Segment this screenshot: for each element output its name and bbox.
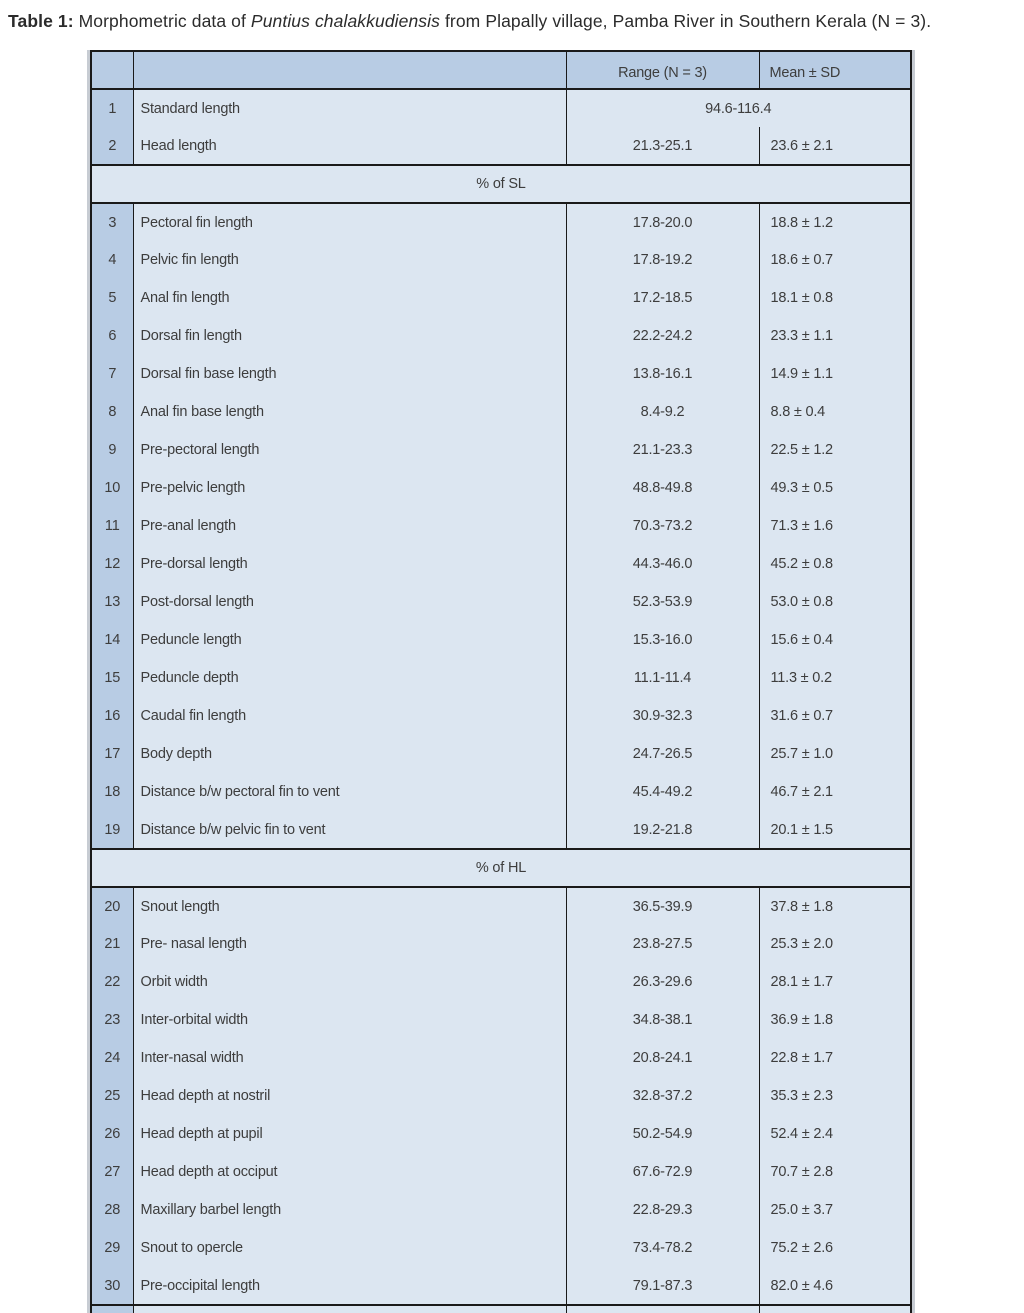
table-row [91,925,911,963]
table-row [91,393,911,431]
parameter-cell: Pre-pelvic length [133,469,566,507]
mean-value-cell: 52.4 ± 2.4 [759,1115,911,1153]
table-caption [8,10,1016,32]
table-row [91,963,911,1001]
range-value-cell: 34.8-38.1 [566,1001,759,1039]
range-value-cell: 11.1-11.4 [566,659,759,697]
parameter-cell: Pre-dorsal length [133,545,566,583]
range-value-cell: 17.8-19.2 [566,241,759,279]
parameter-cell: Anal fin base length [133,393,566,431]
table-row [91,1077,911,1115]
range-value-cell: 73.4-78.2 [566,1229,759,1267]
mean-value-cell: 8.8 ± 0.4 [759,393,911,431]
range-value-cell: 17.2-18.5 [566,279,759,317]
table-row [91,621,911,659]
table-row [91,887,911,925]
mean-value-cell: 82.0 ± 4.6 [759,1267,911,1305]
species-name: Puntius chalakkudiensis [250,11,440,31]
range-value-cell: 21.3-25.1 [566,127,759,165]
row-number-cell: 4 [91,241,133,279]
section-label: % of HL [91,849,911,887]
table-row [91,583,911,621]
table-row [91,203,911,241]
range-value-cell: 19.2-21.8 [566,811,759,849]
range-value-cell: 48.8-49.8 [566,469,759,507]
range-value-cell: 32.8-37.2 [566,1077,759,1115]
table-row [91,1001,911,1039]
parameter-cell: Snout to opercle [133,1229,566,1267]
mean-value-cell: 35.3 ± 2.3 [759,1077,911,1115]
parameter-cell: Pre-anal length [133,507,566,545]
table-row [91,1267,911,1305]
row-number-cell: 7 [91,355,133,393]
parameter-cell: Caudal fin length [133,697,566,735]
range-value-cell: 24.7-26.5 [566,735,759,773]
header-number-cell [91,51,133,89]
range-value-cell: 21.1-23.3 [566,431,759,469]
mean-value-cell: 37.8 ± 1.8 [759,887,911,925]
parameter-cell: Inter-orbital width [133,1001,566,1039]
mean-value-cell: 23.3 ± 1.1 [759,317,911,355]
range-value-cell: 70.3-73.2 [566,507,759,545]
table-row [91,659,911,697]
row-number-cell: 21 [91,925,133,963]
parameter-cell: Pre-occipital length [133,1267,566,1305]
row-number-cell: 18 [91,773,133,811]
mean-value-cell: 28.1 ± 1.7 [759,963,911,1001]
range-value-cell: 50.2-54.9 [566,1115,759,1153]
parameter-cell: Head depth at nostril [133,1077,566,1115]
range-value-cell: 45.4-49.2 [566,773,759,811]
morphometric-table [90,50,912,1313]
table-row [91,773,911,811]
header-parameter-cell [133,51,566,89]
row-number-cell [91,1305,133,1313]
table-row [91,697,911,735]
section-label: % of SL [91,165,911,203]
row-number-cell: 13 [91,583,133,621]
parameter-cell: Snout length [133,887,566,925]
row-number-cell: 10 [91,469,133,507]
table-row [91,1115,911,1153]
mean-value-cell: 36.9 ± 1.8 [759,1001,911,1039]
mean-value-cell: 75.2 ± 2.6 [759,1229,911,1267]
table-row [91,241,911,279]
table-row [91,735,911,773]
table-row [91,1191,911,1229]
mean-value-cell [759,1305,911,1313]
range-value-cell: 52.3-53.9 [566,583,759,621]
partial-clipped-row [91,1305,911,1313]
table-row [91,469,911,507]
row-number-cell: 29 [91,1229,133,1267]
parameter-cell: Dorsal fin base length [133,355,566,393]
mean-value-cell: 46.7 ± 2.1 [759,773,911,811]
row-number-cell: 27 [91,1153,133,1191]
row-number-cell: 12 [91,545,133,583]
row-number-cell: 30 [91,1267,133,1305]
mean-value-cell: 71.3 ± 1.6 [759,507,911,545]
range-value-cell: 13.8-16.1 [566,355,759,393]
row-number-cell: 2 [91,127,133,165]
mean-value-cell: 15.6 ± 0.4 [759,621,911,659]
row-number-cell: 14 [91,621,133,659]
row-number-cell: 28 [91,1191,133,1229]
table-row [91,127,911,165]
row-number-cell: 6 [91,317,133,355]
parameter-cell: Body depth [133,735,566,773]
mean-value-cell: 18.6 ± 0.7 [759,241,911,279]
table-body [91,89,911,1313]
row-number-cell: 1 [91,89,133,127]
range-value-cell: 22.2-24.2 [566,317,759,355]
range-value-cell: 30.9-32.3 [566,697,759,735]
mean-value-cell: 25.7 ± 1.0 [759,735,911,773]
parameter-cell: Head depth at occiput [133,1153,566,1191]
mean-value-cell: 23.6 ± 2.1 [759,127,911,165]
table-row [91,279,911,317]
table-row [91,355,911,393]
parameter-cell: Head depth at pupil [133,1115,566,1153]
parameter-cell: Pelvic fin length [133,241,566,279]
table-row [91,507,911,545]
mean-value-cell: 25.3 ± 2.0 [759,925,911,963]
table-row [91,89,911,127]
range-value-cell: 79.1-87.3 [566,1267,759,1305]
parameter-cell: Distance b/w pelvic fin to vent [133,811,566,849]
range-value-cell: 44.3-46.0 [566,545,759,583]
parameter-cell: Inter-nasal width [133,1039,566,1077]
row-number-cell: 25 [91,1077,133,1115]
parameter-cell: Anal fin length [133,279,566,317]
parameter-cell: Peduncle depth [133,659,566,697]
mean-value-cell: 22.8 ± 1.7 [759,1039,911,1077]
row-number-cell: 26 [91,1115,133,1153]
row-number-cell: 5 [91,279,133,317]
parameter-cell: Post-dorsal length [133,583,566,621]
parameter-cell: Head length [133,127,566,165]
parameter-cell: Pectoral fin length [133,203,566,241]
header-range-cell: Range (N = 3) [566,51,759,89]
mean-value-cell: 11.3 ± 0.2 [759,659,911,697]
range-value-cell: 22.8-29.3 [566,1191,759,1229]
parameter-cell: Maxillary barbel length [133,1191,566,1229]
mean-value-cell: 45.2 ± 0.8 [759,545,911,583]
row-number-cell: 8 [91,393,133,431]
row-number-cell: 22 [91,963,133,1001]
table-row [91,811,911,849]
range-value-cell: 15.3-16.0 [566,621,759,659]
table-caption-tail: from Plapally village, Pamba River in Southern Kerala (N = 3). [440,11,932,31]
row-number-cell: 17 [91,735,133,773]
table-row [91,1153,911,1191]
row-number-cell: 23 [91,1001,133,1039]
mean-value-cell: 25.0 ± 3.7 [759,1191,911,1229]
mean-value-cell: 70.7 ± 2.8 [759,1153,911,1191]
parameter-cell: Dorsal fin length [133,317,566,355]
parameter-cell: Pre-pectoral length [133,431,566,469]
row-number-cell: 3 [91,203,133,241]
range-value-cell: 17.8-20.0 [566,203,759,241]
range-value-cell: 8.4-9.2 [566,393,759,431]
row-number-cell: 20 [91,887,133,925]
mean-value-cell: 20.1 ± 1.5 [759,811,911,849]
section-row [91,849,911,887]
mean-value-cell: 14.9 ± 1.1 [759,355,911,393]
table-row [91,545,911,583]
parameter-cell: Peduncle length [133,621,566,659]
table-row [91,317,911,355]
section-row [91,165,911,203]
row-number-cell: 15 [91,659,133,697]
range-value-cell: 20.8-24.1 [566,1039,759,1077]
header-mean-cell: Mean ± SD [759,51,911,89]
range-value-cell: 23.8-27.5 [566,925,759,963]
parameter-cell: Orbit width [133,963,566,1001]
table-row [91,1229,911,1267]
range-value-cell: 67.6-72.9 [566,1153,759,1191]
parameter-cell: Standard length [133,89,566,127]
mean-value-cell: 18.1 ± 0.8 [759,279,911,317]
mean-value-cell: 18.8 ± 1.2 [759,203,911,241]
range-value-cell: 26.3-29.6 [566,963,759,1001]
table-caption-prefix: Table 1: [8,11,74,31]
row-number-cell: 11 [91,507,133,545]
mean-value-cell: 31.6 ± 0.7 [759,697,911,735]
parameter-cell [133,1305,566,1313]
table-row [91,431,911,469]
parameter-cell: Pre- nasal length [133,925,566,963]
table-caption-text: Morphometric data of [73,11,251,31]
row-number-cell: 24 [91,1039,133,1077]
header-row [91,51,911,89]
mean-value-cell: 49.3 ± 0.5 [759,469,911,507]
row-number-cell: 9 [91,431,133,469]
range-value-cell [566,1305,759,1313]
row-number-cell: 16 [91,697,133,735]
range-value-cell: 94.6-116.4 [566,89,911,127]
mean-value-cell: 22.5 ± 1.2 [759,431,911,469]
mean-value-cell: 53.0 ± 0.8 [759,583,911,621]
table-row [91,1039,911,1077]
row-number-cell: 19 [91,811,133,849]
range-value-cell: 36.5-39.9 [566,887,759,925]
parameter-cell: Distance b/w pectoral fin to vent [133,773,566,811]
